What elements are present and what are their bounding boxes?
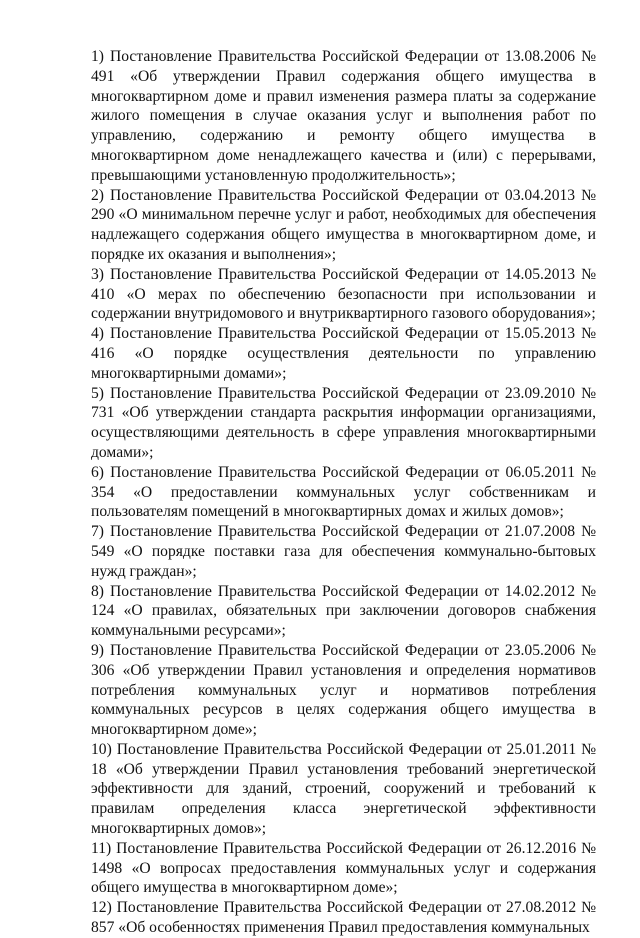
- list-item: 5) Постановление Правительства Российской Федерации от 23.09.2010 № 731 «Об утверждении стандарта раскрытия информации организациями, осуществляющими деятельность в сфере управления многоквартирными домами»;: [91, 384, 596, 461]
- list-item: 4) Постановление Правительства Российской Федерации от 15.05.2013 № 416 «О порядке осуществления деятельности по управлению многоквартирными домами»;: [91, 325, 596, 382]
- list-item: 12) Постановление Правительства Российской Федерации от 27.08.2012 № 857 «Об особенностях применения Правил предоставления коммунальных: [91, 899, 596, 937]
- list-item: 10) Постановление Правительства Российской Федерации от 25.01.2011 № 18 «Об утверждении Правил установления требований энергетической эффективности для зданий, строений, сооружений и требований к правилам определения класса энергетической эффективности многоквартирных домов»;: [91, 740, 596, 838]
- list-item: 9) Постановление Правительства Российской Федерации от 23.05.2006 № 306 «Об утверждении Правил установления и определения нормативов потребления коммунальных услуг и нормативов потребления коммунальных ресурсов в целях содержания общего имущества в многоквартирном доме»;: [91, 641, 596, 739]
- list-item: 6) Постановление Правительства Российской Федерации от 06.05.2011 № 354 «О предоставлении коммунальных услуг собственникам и пользователям помещений в многоквартирных домах и жилых домов»;: [91, 463, 596, 521]
- list-item: 2) Постановление Правительства Российской Федерации от 03.04.2013 № 290 «О минимальном перечне услуг и работ, необходимых для обеспечения надлежащего содержания общего имущества в многоквартирном доме, и порядке их оказания и выполнения»;: [91, 186, 596, 263]
- regulation-list: [91, 47, 596, 938]
- list-item: 7) Постановление Правительства Российской Федерации от 21.07.2008 № 549 «О порядке поставки газа для обеспечения коммунально-бытовых нужд граждан»;: [91, 523, 596, 580]
- list-item: 8) Постановление Правительства Российской Федерации от 14.02.2012 № 124 «О правилах, обязательных при заключении договоров снабжения коммунальными ресурсами»;: [91, 582, 596, 640]
- list-item: 11) Постановление Правительства Российской Федерации от 26.12.2016 № 1498 «О вопросах предоставления коммунальных услуг и содержания общего имущества в многоквартирном доме»;: [91, 839, 596, 897]
- list-item: 3) Постановление Правительства Российской Федерации от 14.05.2013 № 410 «О мерах по обеспечению безопасности при использовании и содержании внутридомового и внутриквартирного газового оборудования»;: [91, 265, 596, 323]
- list-item: 1) Постановление Правительства Российской Федерации от 13.08.2006 № 491 «Об утверждении Правил содержания общего имущества в многоквартирном доме и правил изменения размера платы за содержание жилого помещения в случае оказания услуг и выполнения работ по управлению, содержанию и ремонту общего имущества в многоквартирном доме ненадлежащего качества и (или) с перерывами, превышающими установленную продолжительность»;: [91, 48, 596, 184]
